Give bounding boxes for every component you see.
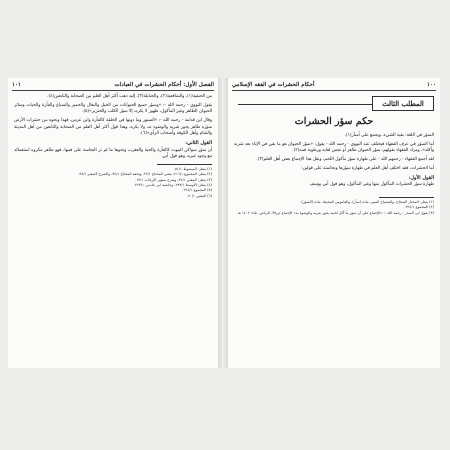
left-running-head bbox=[12, 80, 214, 91]
right-page-number: ١٠٠ bbox=[426, 82, 436, 88]
section-label: المطلب الثالث bbox=[372, 96, 434, 111]
chapter-title: حكم سؤر الحشرات bbox=[294, 116, 374, 127]
footnote: (٢) ينظر: المجموع ٢١٦/١، مغني المحتاج ٢٢/١، وتحفة المحتاج ٩٤/١، والشرح الصغير ٣٨/١. bbox=[78, 172, 212, 177]
footnote: (٣) يقول ابن المنذر - رحمه الله -: «الإجماع على أن سؤر ما أكل لحمه يجوز شربه والوضوء به» الإجماع ص٣٥، الرياض، ط٤، ١٤٠٢ هـ. bbox=[236, 210, 434, 215]
left-page-content bbox=[14, 94, 212, 199]
left-running-title: الفصل الأول: أحكام الحشرات في العبادات bbox=[114, 82, 214, 88]
footnote: (٢) المجموع ٢٢٤/١. bbox=[404, 205, 434, 210]
right-page bbox=[228, 78, 440, 368]
paragraph: يقول النووي - رحمه الله -: «وسؤر جميع الحيوانات من الخيل والبغال والحمير والسباع والفأرة والحيات وسائر الحيوان الطاهر وغير المأكول، طهور لا يكره، إلا سؤر الكلب والخنزير»(٥). bbox=[14, 102, 212, 115]
paragraph: أما السؤر في عرف الفقهاء فيختلف عند النووي - رحمه الله - يقول: «سؤر الحيوان هو ما بقي في الإناء بعد شربه وأكله»، ومراد الفقهاء بقولهم: سؤر الحيوان طاهر أو نجس لعابه ورطوبة فمه(٢). bbox=[234, 141, 434, 154]
footnote: (١) ينظر: المبسوط ٥١/١. bbox=[173, 166, 212, 171]
book-gutter bbox=[218, 78, 228, 368]
right-subheading: القول الأول: bbox=[408, 174, 434, 181]
footnote: (١) ينظر: المختار الصحاح، والمصباح المنير، مادة (سأر)، والقاموس المحيط: مادة (السؤر). bbox=[300, 200, 434, 204]
right-running-head bbox=[232, 80, 436, 91]
left-page bbox=[8, 78, 218, 368]
footnote-divider bbox=[157, 164, 212, 165]
paragraph: أن سؤر سواكن البيوت كالفأرة والحية والعقرب ونحوها ما لم تر النجاسة على فمها، فهو طاهر مكروه استعماله مع وجود غيره، وهو قول أبي bbox=[14, 147, 212, 160]
right-running-title: أحكام الحشرات في الفقه الإسلامي bbox=[232, 82, 315, 88]
paragraph: وقال ابن قدامة - رحمه الله -: «السنور وما دونها في الخلقة كالفأرة وابن عرس، فهذا ونحوه من حشرات الأرض سؤره طاهر يجوز شربه والوضوء به، ولا يكره، وهذا قول أكثر أهل العلم من الصحابة والتابعين من أهل المدينة والشام وأهل الكوفة وأصحاب الرأي»(٦). bbox=[14, 118, 212, 137]
left-subheading: القول الثاني: bbox=[185, 140, 212, 147]
paragraph: لقد أجمع الفقهاء - رحمهم الله - على طهارة سؤر مأكول اللحم، ونقل هذا الإجماع بعض أهل العلم(٣). bbox=[256, 157, 434, 163]
paragraph: من الحنفية(١)، والشافعية(٢)، والحنابلة(٣)، إليه ذهب أكثر أهل العلم من الصحابة والتابعين(٤). bbox=[47, 94, 212, 99]
right-page-content bbox=[234, 94, 434, 216]
footnote: (٦) المغني ٧٠/١. bbox=[186, 193, 212, 198]
paragraph: السؤر في اللغة: بقية الشيء، ويجمع على أسآر(١). bbox=[344, 133, 434, 138]
paragraph: طهارة سؤر الحشرات المأكول منها وغير المأكول، وهو قول أبي يوسف bbox=[309, 182, 434, 188]
footnote-divider bbox=[379, 197, 434, 198]
paragraph: أما الحشرات، فقد اختلف أهل العلم في طهارة سؤرها ونجاسته على قولين: bbox=[301, 165, 434, 171]
footnote: (٤) ينظر: الأوسط ٢٩٩/١، وحاشية ابن عابدين ٢٢٣/١. bbox=[133, 183, 212, 188]
footnote: (٥) المجموع ٢٢٤/١. bbox=[182, 188, 212, 193]
footnote: (٣) ينظر: المغني ٧٢/١، وشرح منتهى الإرادات ١٣/١. bbox=[135, 177, 212, 182]
left-page-number: ١٠١ bbox=[12, 82, 22, 88]
